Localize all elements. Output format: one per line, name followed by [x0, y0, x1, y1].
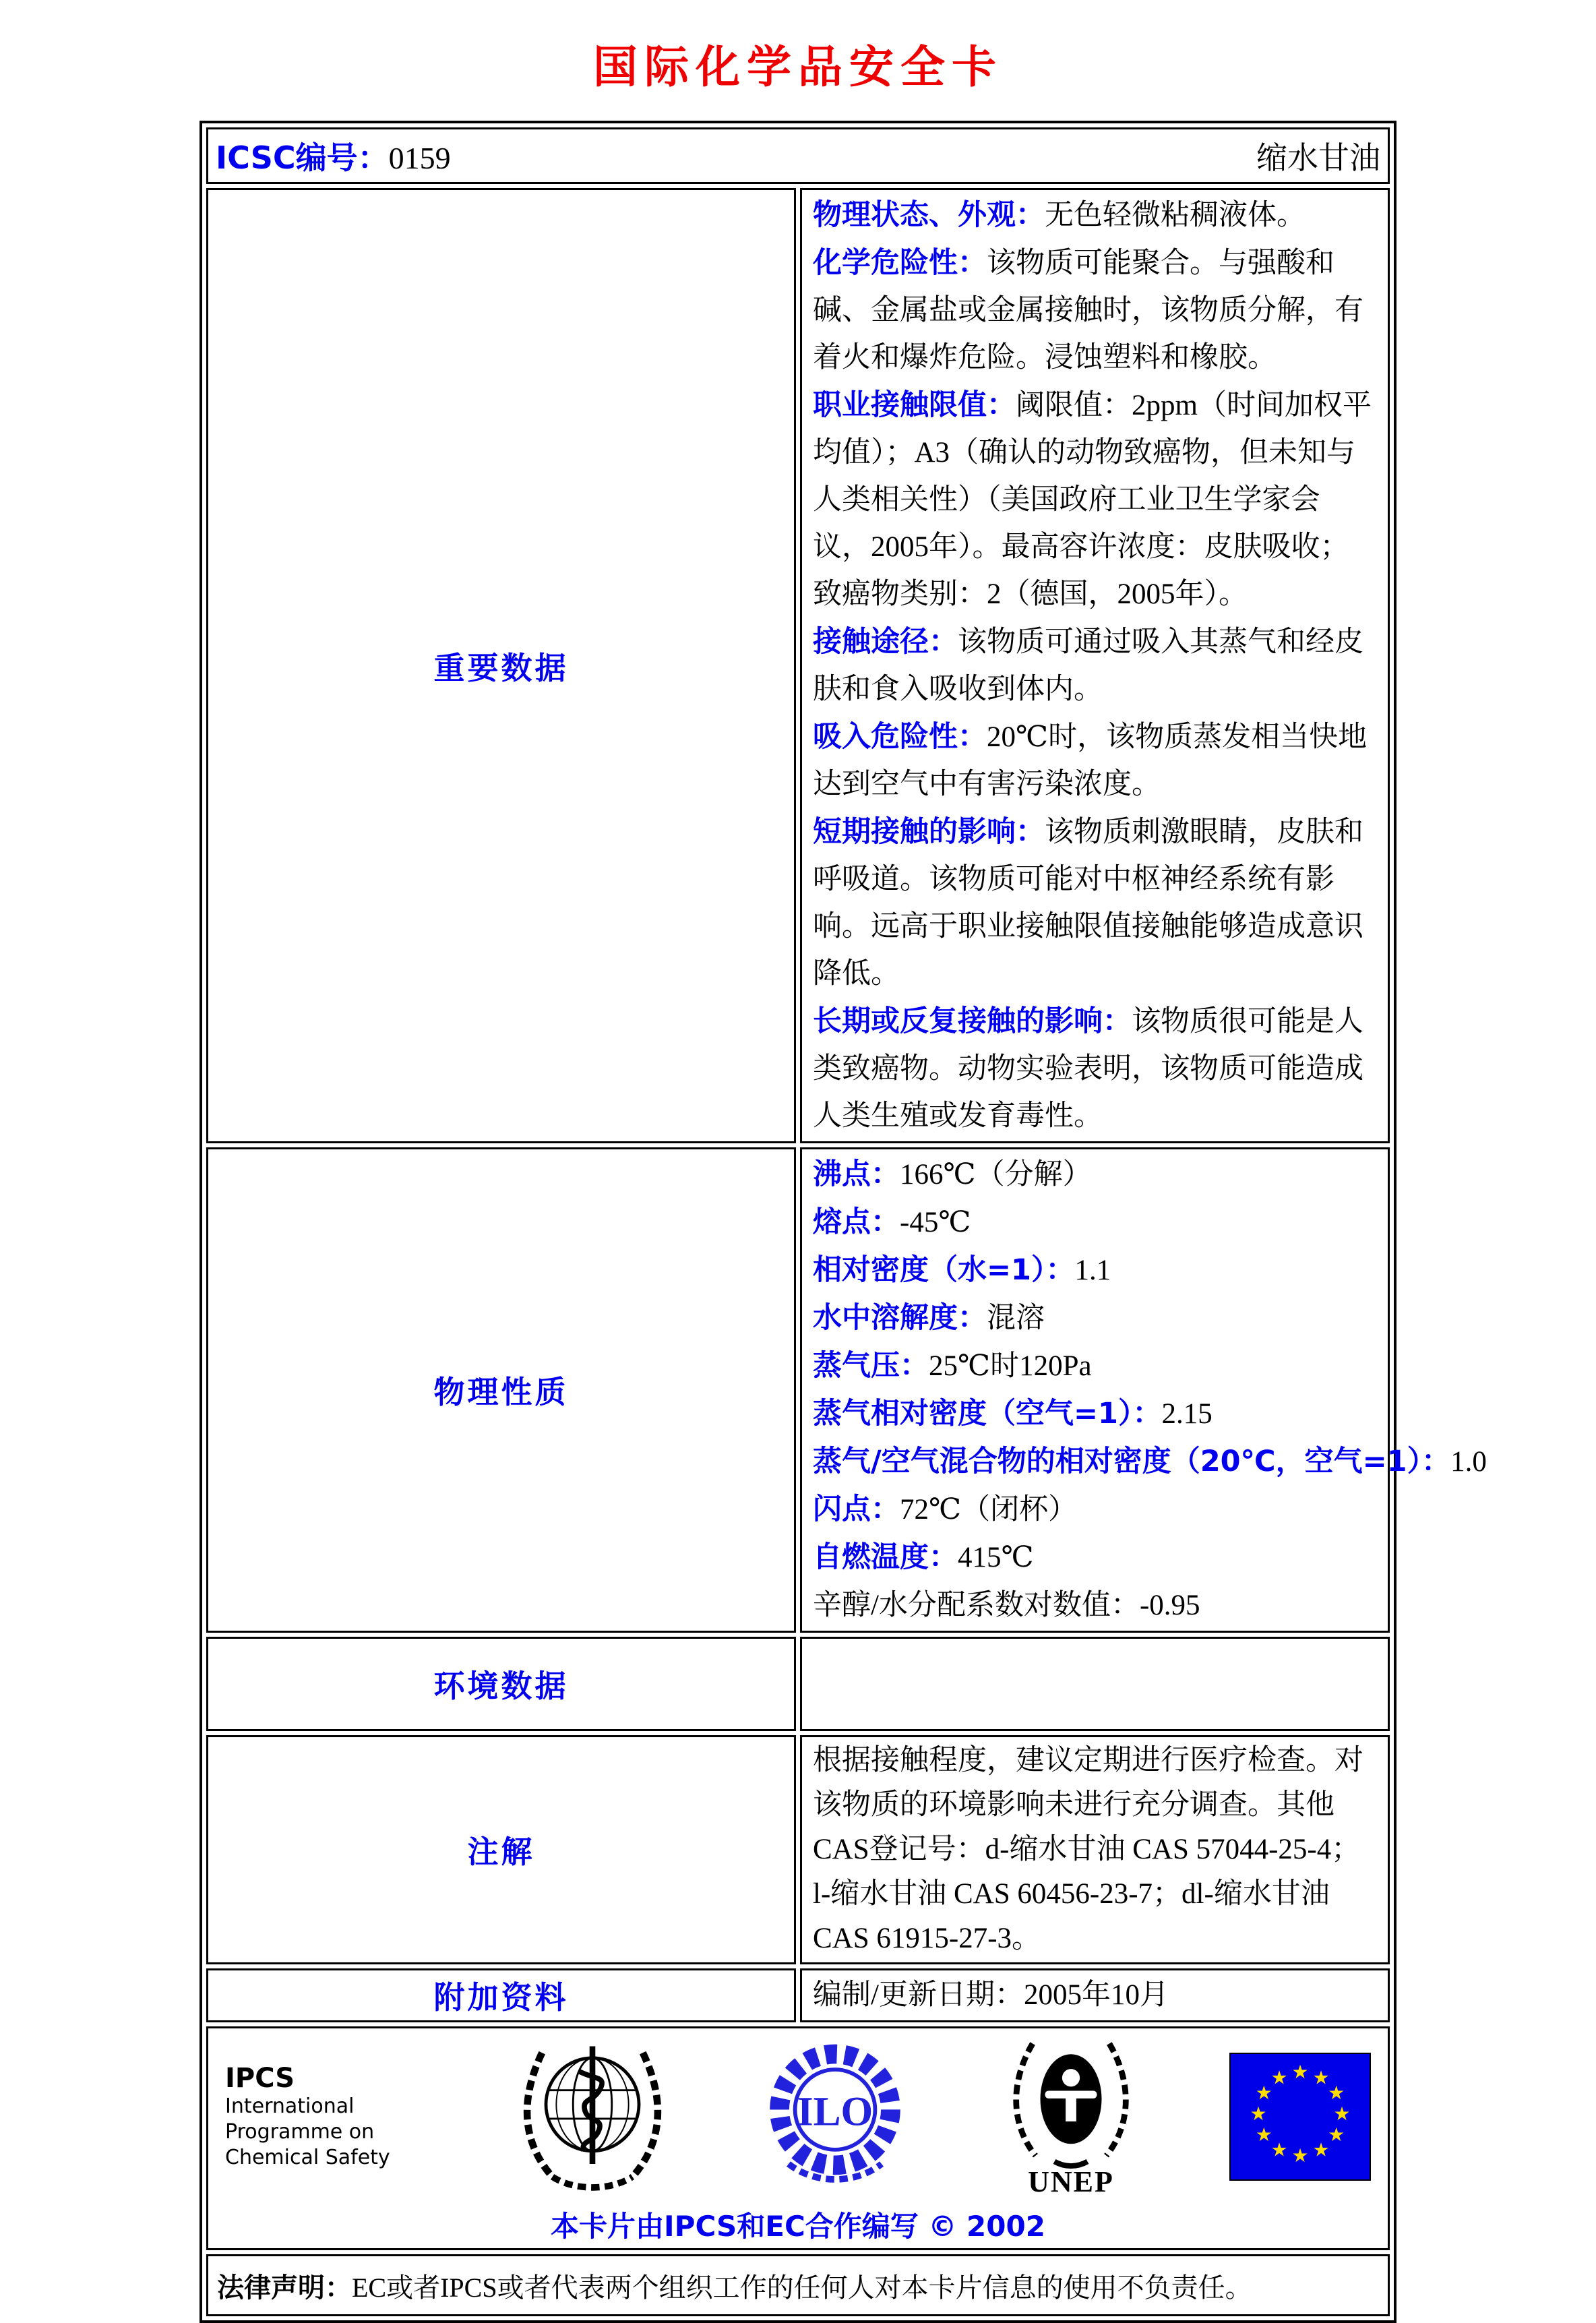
- eu-star-icon: ★: [1328, 2123, 1345, 2146]
- property-value: 72℃（闭杯）: [900, 1494, 1078, 1526]
- property-value: 2.15: [1161, 1398, 1213, 1430]
- property-label: 蒸气相对密度（空气=1）：: [813, 1397, 1162, 1430]
- property-label: 蒸气压：: [813, 1349, 929, 1383]
- property-value: 25℃时120Pa: [929, 1350, 1092, 1382]
- property-line: [813, 1246, 1377, 1294]
- property-label: 沸点：: [813, 1157, 900, 1191]
- ipcs-line-3: Chemical Safety: [225, 2146, 390, 2169]
- field-label: 长期或反复接触的影响：: [813, 1004, 1132, 1038]
- physical-properties-content: [800, 1147, 1487, 1633]
- chemical-name: 缩水甘油: [1256, 141, 1380, 175]
- icsc-number-value: 0159: [388, 141, 451, 175]
- section-title-notes: 注解: [206, 1735, 796, 1964]
- section-title-additional-info: 附加资料: [206, 1968, 796, 2022]
- eu-star-icon: ★: [1312, 2138, 1330, 2161]
- environmental-data-row: [206, 1637, 1390, 1731]
- eu-star-icon: ★: [1255, 2082, 1272, 2104]
- data-line: [813, 382, 1377, 618]
- field-value: 该物质刺激眼睛，皮肤和呼吸道。该物质可能对中枢神经系统有影响。远高于职业接触限值接触能够造成意识降低。: [813, 816, 1363, 990]
- page-title: 国际化学品安全卡: [593, 41, 1003, 93]
- icsc-card-page: [0, 31, 1596, 2303]
- field-value: 该物质很可能是人类致癌物。动物实验表明，该物质可能造成人类生殖或发育毒性。: [813, 1006, 1363, 1132]
- eu-star-icon: ★: [1328, 2082, 1345, 2104]
- property-value: 415℃: [958, 1542, 1034, 1573]
- ipcs-line-2: Programme on: [225, 2120, 375, 2144]
- property-line: [813, 1534, 1377, 1581]
- eu-star-icon: ★: [1291, 2144, 1309, 2167]
- eu-star-icon: ★: [1333, 2103, 1351, 2125]
- legal-cell: [206, 2254, 1390, 2316]
- field-value: 无色轻微粘稠液体。: [1045, 200, 1306, 231]
- data-line: [813, 998, 1377, 1140]
- property-label: 自燃温度：: [813, 1540, 958, 1574]
- property-line: [813, 1294, 1377, 1342]
- section-title-physical-properties: 物理性质: [206, 1147, 796, 1633]
- unep-label: UNEP: [1028, 2165, 1114, 2198]
- notes-content: [800, 1735, 1390, 1964]
- property-line: [813, 1342, 1377, 1390]
- important-data-row: [206, 188, 1390, 1143]
- property-line: [813, 1199, 1377, 1246]
- svg-text:ILO: ILO: [797, 2088, 873, 2135]
- environmental-data-content: [800, 1637, 1390, 1731]
- important-data-content: [800, 188, 1390, 1143]
- data-line: [813, 618, 1377, 713]
- eu-star-icon: ★: [1312, 2066, 1330, 2089]
- property-label: 闪点：: [813, 1492, 900, 1526]
- eu-flag-icon: [1229, 2053, 1371, 2181]
- property-value: -0.95: [1139, 1590, 1200, 1621]
- icsc-card-table: [200, 121, 1487, 2323]
- property-label: 水中溶解度：: [813, 1301, 987, 1335]
- property-line: [813, 1486, 1377, 1534]
- section-title-important-data: 重要数据: [206, 188, 796, 1143]
- logos-row: [206, 2026, 1390, 2250]
- property-label: 熔点：: [813, 1205, 900, 1239]
- header-row: [206, 127, 1390, 184]
- section-title-environmental-data: 环境数据: [206, 1637, 796, 1731]
- field-label: 化学危险性：: [813, 246, 987, 280]
- ipcs-text-block: [225, 2063, 427, 2171]
- field-label: 接触途径：: [813, 625, 958, 659]
- property-line: [813, 1390, 1377, 1438]
- cooperation-caption: 本卡片由IPCS和EC合作编写 © 2002: [551, 2210, 1045, 2243]
- additional-info-text: 编制/更新日期：2005年10月: [813, 1979, 1169, 2011]
- additional-info-content: [800, 1968, 1390, 2022]
- logos-cell: [206, 2026, 1390, 2250]
- notes-row: [206, 1735, 1390, 1964]
- property-label: 辛醇/水分配系数对数值：: [813, 1590, 1140, 1621]
- eu-star-icon: ★: [1255, 2123, 1272, 2146]
- property-value: 166℃（分解）: [900, 1159, 1092, 1190]
- property-line: [813, 1438, 1487, 1486]
- header-cell: [206, 127, 1390, 184]
- eu-star-icon: ★: [1270, 2138, 1288, 2161]
- legal-row: [206, 2254, 1390, 2316]
- ilo-logo-icon: [758, 2037, 913, 2196]
- data-line: [813, 191, 1377, 239]
- icsc-number-group: [216, 133, 451, 178]
- eu-star-icon: ★: [1270, 2066, 1288, 2089]
- property-value: 1.0: [1450, 1446, 1487, 1478]
- data-line: [813, 808, 1377, 998]
- icsc-number-label: ICSC编号：: [216, 140, 389, 176]
- field-label: 短期接触的影响：: [813, 815, 1045, 849]
- eu-star-icon: ★: [1250, 2103, 1267, 2125]
- property-value: -45℃: [900, 1207, 971, 1238]
- property-line: [813, 1151, 1377, 1199]
- notes-text: 根据接触程度，建议定期进行医疗检查。对该物质的环境影响未进行充分调查。其他CAS登记号：d-缩水甘油 CAS 57044-25-4；l-缩水甘油 CAS 60456-23-7；dl-缩水甘油 CAS 61915-27-3。: [813, 1745, 1363, 1954]
- data-line: [813, 713, 1377, 808]
- field-value: 阈限值：2ppm（时间加权平均值）；A3（确认的动物致癌物，但未知与人类相关性）（美国政府工业卫生学家会议，2005年）。最高容许浓度：皮肤吸收；致癌物类别：2（德国，2005年）。: [813, 390, 1372, 610]
- unep-logo-icon: [1000, 2035, 1142, 2199]
- field-value: 20℃时，该物质蒸发相当快地达到空气中有害污染浓度。: [813, 721, 1368, 800]
- ipcs-line-1: International: [225, 2094, 355, 2118]
- field-label: 吸入危险性：: [813, 720, 987, 754]
- field-value: 该物质可能聚合。与强酸和碱、金属盐或金属接触时，该物质分解，有着火和爆炸危险。浸蚀塑料和橡胶。: [813, 247, 1363, 373]
- property-line: [813, 1581, 1377, 1629]
- field-value: 该物质可通过吸入其蒸气和经皮肤和食入吸收到体内。: [813, 626, 1363, 705]
- legal-label: 法律声明：: [217, 2272, 352, 2303]
- property-label: 蒸气/空气混合物的相对密度（20℃，空气=1）：: [813, 1445, 1451, 1478]
- property-value: 1.1: [1074, 1255, 1111, 1286]
- who-logo-icon: [515, 2037, 670, 2196]
- legal-text: EC或者IPCS或者代表两个组织工作的任何人对本卡片信息的使用不负责任。: [352, 2272, 1252, 2303]
- property-value: 混溶: [987, 1302, 1045, 1334]
- eu-star-icon: ★: [1291, 2061, 1309, 2083]
- property-label: 相对密度（水=1）：: [813, 1253, 1075, 1287]
- data-line: [813, 239, 1377, 382]
- ipcs-acronym: IPCS: [225, 2063, 295, 2094]
- field-label: 职业接触限值：: [813, 388, 1016, 422]
- additional-info-row: [206, 1968, 1390, 2022]
- physical-properties-row: [206, 1147, 1390, 1633]
- field-label: 物理状态、外观：: [813, 198, 1045, 232]
